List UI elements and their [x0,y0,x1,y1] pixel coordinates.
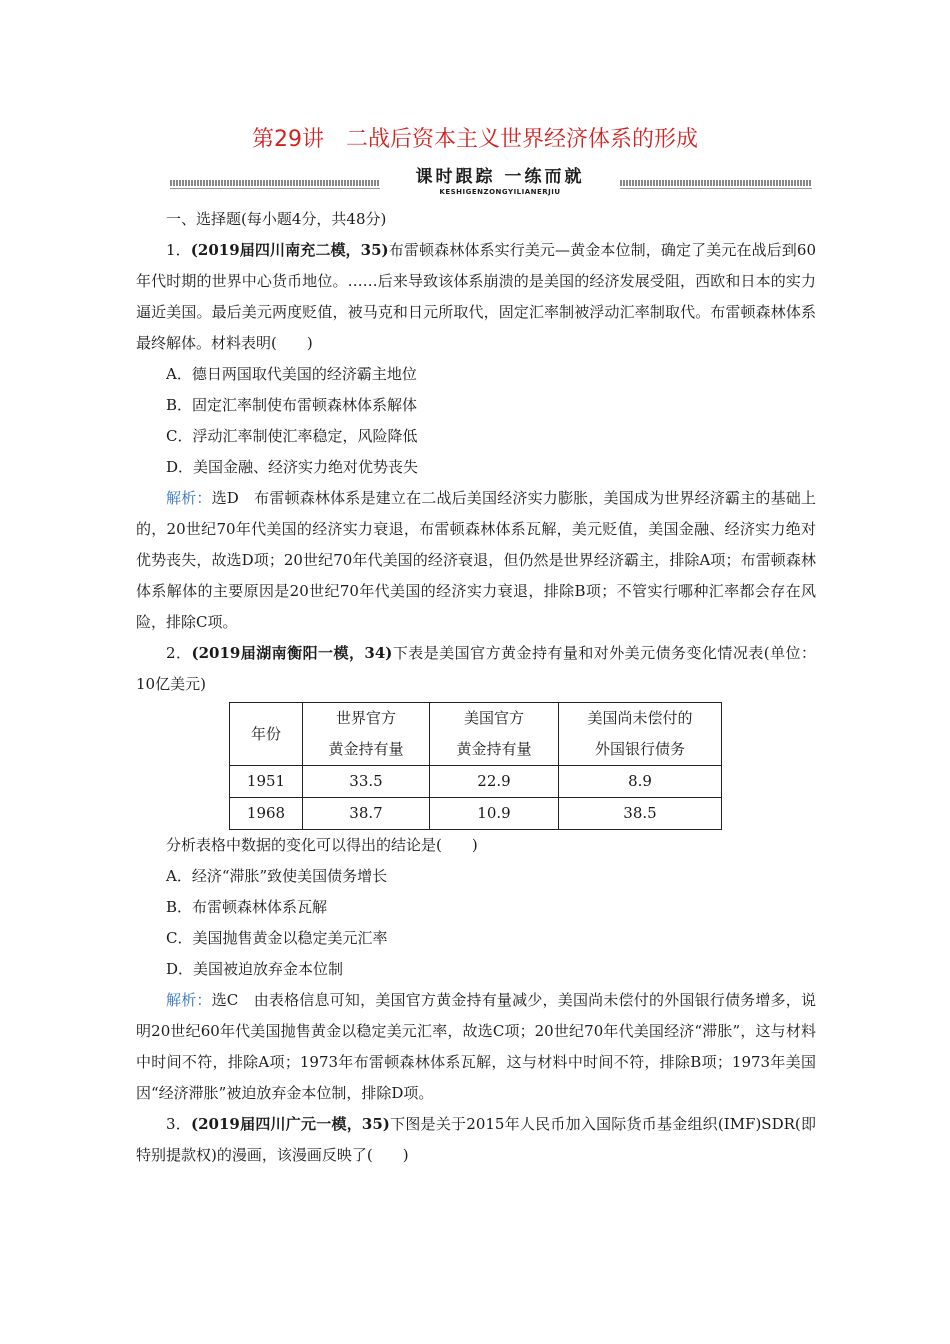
analysis-label: 解析： [166,991,212,1009]
table-row [230,798,722,830]
table-header-cell: 美国官方 黄金持有量 [430,703,559,766]
analysis-text: 选D 布雷顿森林体系是建立在二战后美国经济实力膨胀，美国成为世界经济霸主的基础上的，20世纪70年代美国的经济实力衰退，布雷顿森林体系瓦解，美元贬值，美国金融、经济实力绝对优势丧失，故选D项；20世纪70年代美国的经济衰退，但仍然是世界经济霸主，排除A项；布雷顿森林体系解体的主要原因是20世纪70年代美国的经济实力衰退，排除B项；不管实行哪种汇率都会存在风险，排除C项。 [136,489,816,631]
table-cell: 1951 [230,766,303,798]
banner-rule-right [620,180,812,186]
option-b: B．固定汇率制使布雷顿森林体系解体 [166,396,418,414]
table-cell: 10.9 [430,798,559,830]
question-number: 3． [166,1115,192,1133]
question-number: 1． [166,241,191,259]
option-d: D．美国金融、经济实力绝对优势丧失 [166,458,419,476]
option-b: B．布雷顿森林体系瓦解 [166,898,328,916]
gold-debt-table [229,702,722,830]
analysis-label: 解析： [166,489,212,507]
table-row [230,766,722,798]
section-banner [170,160,812,202]
question-3 [136,1109,816,1171]
option-a: A．德日两国取代美国的经济霸主地位 [166,365,417,383]
table-cell: 33.5 [303,766,430,798]
question-stem: 下图是关于2015年人民币加入国际货币基金组织(IMF)SDR(即特别提款权)的漫画，该漫画反映了( ) [136,1115,816,1164]
question-stem: 下表是美国官方黄金持有量和对外美元债务变化情况表(单位：10亿美元) [136,644,817,693]
banner-subtitle: KESHIGENZONGYILIANERJIU [439,188,561,196]
section-heading: 一、选择题(每小题4分，共48分) [166,210,387,228]
question-2 [136,638,816,700]
table-cell: 1968 [230,798,303,830]
table-cell: 22.9 [430,766,559,798]
question-source: (2019届四川南充二模，35) [190,241,389,259]
analysis-1 [136,483,816,638]
table-header-cell: 美国尚未偿付的 外国银行债务 [559,703,722,766]
table-cell: 38.7 [303,798,430,830]
banner-title: 课时跟踪 一练而就 [415,167,585,187]
question-stem: 布雷顿森林体系实行美元—黄金本位制，确定了美元在战后到60年代时期的世界中心货币地位。……后来导致该体系崩溃的是美国的经济发展受阻，西欧和日本的实力逼近美国。最后美元两度贬值，被马克和日元所取代，固定汇率制被浮动汇率制取代。布雷顿森林体系最终解体。材料表明( ) [136,241,816,352]
table-header-cell: 年份 [230,703,303,766]
table-header-cell: 世界官方 黄金持有量 [303,703,430,766]
table-cell: 38.5 [559,798,722,830]
option-c: C．浮动汇率制使汇率稳定，风险降低 [166,427,418,445]
document-body [136,204,816,1171]
option-d: D．美国被迫放弃金本位制 [166,960,344,978]
analysis-2 [136,985,816,1109]
table-cell: 8.9 [559,766,722,798]
table-header-row [230,703,722,766]
option-a: A．经济“滞胀”致使美国债务增长 [166,867,388,885]
question-number: 2． [166,644,192,662]
banner-rule-left [170,180,380,186]
question-source: (2019届四川广元一模，35) [191,1115,390,1133]
question-2-prompt: 分析表格中数据的变化可以得出的结论是( ) [166,836,478,854]
option-c: C．美国抛售黄金以稳定美元汇率 [166,929,388,947]
question-source: (2019届湖南衡阳一模，34) [191,644,393,662]
analysis-text: 选C 由表格信息可知，美国官方黄金持有量减少，美国尚未偿付的外国银行债务增多，说明20世纪60年代美国抛售黄金以稳定美元汇率，故选C项；20世纪70年代美国经济“滞胀”，这与材料中时间不符，排除A项；1973年布雷顿森林体系瓦解，这与材料中时间不符，排除B项；1973年美国因“经济滞胀”被迫放弃金本位制，排除D项。 [136,991,816,1102]
page-title: 第29讲 二战后资本主义世界经济体系的形成 [252,127,698,152]
question-1 [136,235,816,359]
